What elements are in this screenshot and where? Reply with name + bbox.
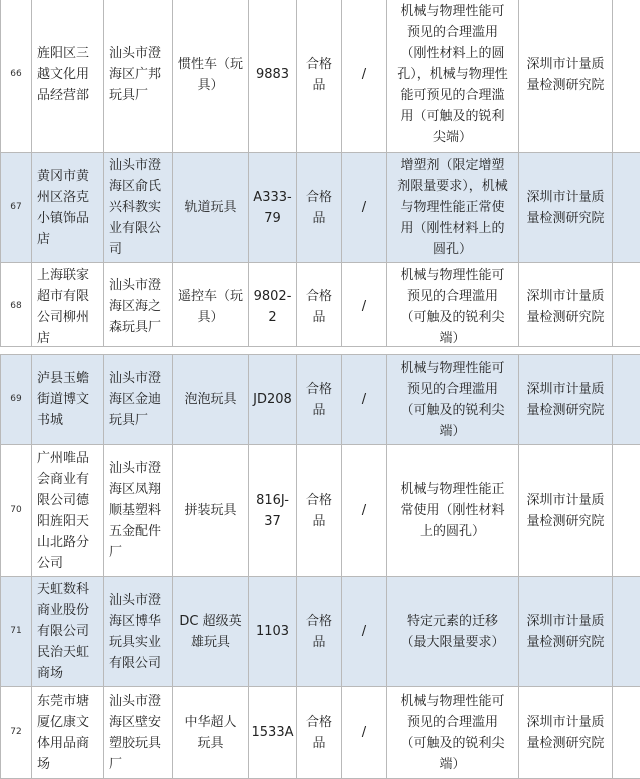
result-cell: 合格 品 [297,355,342,445]
lab-cell: 深圳市计量质 量检测研究院 [519,355,613,445]
lab-cell: 深圳市计量质 量检测研究院 [519,0,613,153]
result-cell: 合格 品 [297,577,342,687]
items-cell: 特定元素的迁移 （最大限量要求） [387,577,519,687]
seller-cell: 黄冈市黄 州区洛克 小镇饰品 店 [32,153,104,263]
lab-cell: 深圳市计量质 量检测研究院 [519,577,613,687]
maker-cell: 汕头市澄 海区海之 森玩具厂 [104,263,173,351]
row-number: 68 [1,263,32,351]
row-number: 70 [1,445,32,577]
items-cell: 机械与物理性能可 预见的合理滥用 （可触及的锐利尖 端） [387,355,519,445]
lab-cell: 深圳市计量质 量检测研究院 [519,263,613,351]
maker-cell: 汕头市澄 海区壁安 塑胶玩具 厂 [104,687,173,779]
product-cell: DC 超级英 雄玩具 [173,577,249,687]
items-cell: 增塑剂（限定增塑 剂限量要求），机械 与物理性能正常使 用（刚性材料上的 圆孔） [387,153,519,263]
empty-cell [613,577,640,687]
result-cell: 合格 品 [297,0,342,153]
product-cell: 遥控车（玩 具） [173,263,249,351]
model-cell: 1533A [249,687,297,779]
items-cell: 机械与物理性能可 预见的合理滥用 （刚性材料上的圆 孔），机械与物理性 能可预见的合理滥 用（可触及的锐利 尖端） [387,0,519,153]
row-number: 72 [1,687,32,779]
maker-cell: 汕头市澄 海区俞氏 兴科教实 业有限公 司 [104,153,173,263]
items-cell: 机械与物理性能可 预见的合理滥用 （可触及的锐利尖 端） [387,263,519,351]
empty-cell [613,263,640,351]
lab-cell: 深圳市计量质 量检测研究院 [519,687,613,779]
table-row [1,355,640,445]
lab-cell: 深圳市计量质 量检测研究院 [519,445,613,577]
slash-cell: / [342,687,387,779]
row-number: 66 [1,0,32,153]
model-cell: 1103 [249,577,297,687]
empty-cell [613,445,640,577]
product-cell: 拼装玩具 [173,445,249,577]
table-row [1,263,640,351]
slash-cell: / [342,263,387,351]
row-number: 71 [1,577,32,687]
result-cell: 合格 品 [297,153,342,263]
model-cell: 9802- 2 [249,263,297,351]
results-table-top [0,0,640,351]
seller-cell: 泸县玉蟾 街道博文 书城 [32,355,104,445]
slash-cell: / [342,0,387,153]
product-cell: 中华超人 玩具 [173,687,249,779]
model-cell: 9883 [249,0,297,153]
seller-cell: 天虹数科 商业股份 有限公司 民治天虹 商场 [32,577,104,687]
slash-cell: / [342,445,387,577]
maker-cell: 汕头市澄 海区金迪 玩具厂 [104,355,173,445]
maker-cell: 汕头市澄 海区博华 玩具实业 有限公司 [104,577,173,687]
table-row [1,577,640,687]
empty-cell [613,687,640,779]
table-row [1,0,640,153]
results-table-bottom [0,354,640,779]
items-cell: 机械与物理性能正 常使用（刚性材料 上的圆孔） [387,445,519,577]
model-cell: 816J- 37 [249,445,297,577]
product-cell: 泡泡玩具 [173,355,249,445]
row-number: 69 [1,355,32,445]
table-row [1,687,640,779]
slash-cell: / [342,577,387,687]
product-cell: 惯性车（玩 具） [173,0,249,153]
table-row [1,153,640,263]
empty-cell [613,0,640,153]
model-cell: A333- 79 [249,153,297,263]
seller-cell: 上海联家 超市有限 公司柳州 店 [32,263,104,351]
empty-cell [613,355,640,445]
lab-cell: 深圳市计量质 量检测研究院 [519,153,613,263]
seller-cell: 广州唯品 会商业有 限公司德 阳旌阳天 山北路分 公司 [32,445,104,577]
table-row [1,445,640,577]
product-cell: 轨道玩具 [173,153,249,263]
items-cell: 机械与物理性能可 预见的合理滥用 （可触及的锐利尖 端） [387,687,519,779]
seller-cell: 东莞市塘 厦亿康文 体用品商 场 [32,687,104,779]
model-cell: JD208 [249,355,297,445]
result-cell: 合格 品 [297,263,342,351]
slash-cell: / [342,153,387,263]
empty-cell [613,153,640,263]
maker-cell: 汕头市澄 海区广邦 玩具厂 [104,0,173,153]
result-cell: 合格 品 [297,445,342,577]
maker-cell: 汕头市澄 海区凤翔 顺基塑料 五金配件 厂 [104,445,173,577]
result-cell: 合格 品 [297,687,342,779]
slash-cell: / [342,355,387,445]
row-number: 67 [1,153,32,263]
seller-cell: 旌阳区三 越文化用 品经营部 [32,0,104,153]
